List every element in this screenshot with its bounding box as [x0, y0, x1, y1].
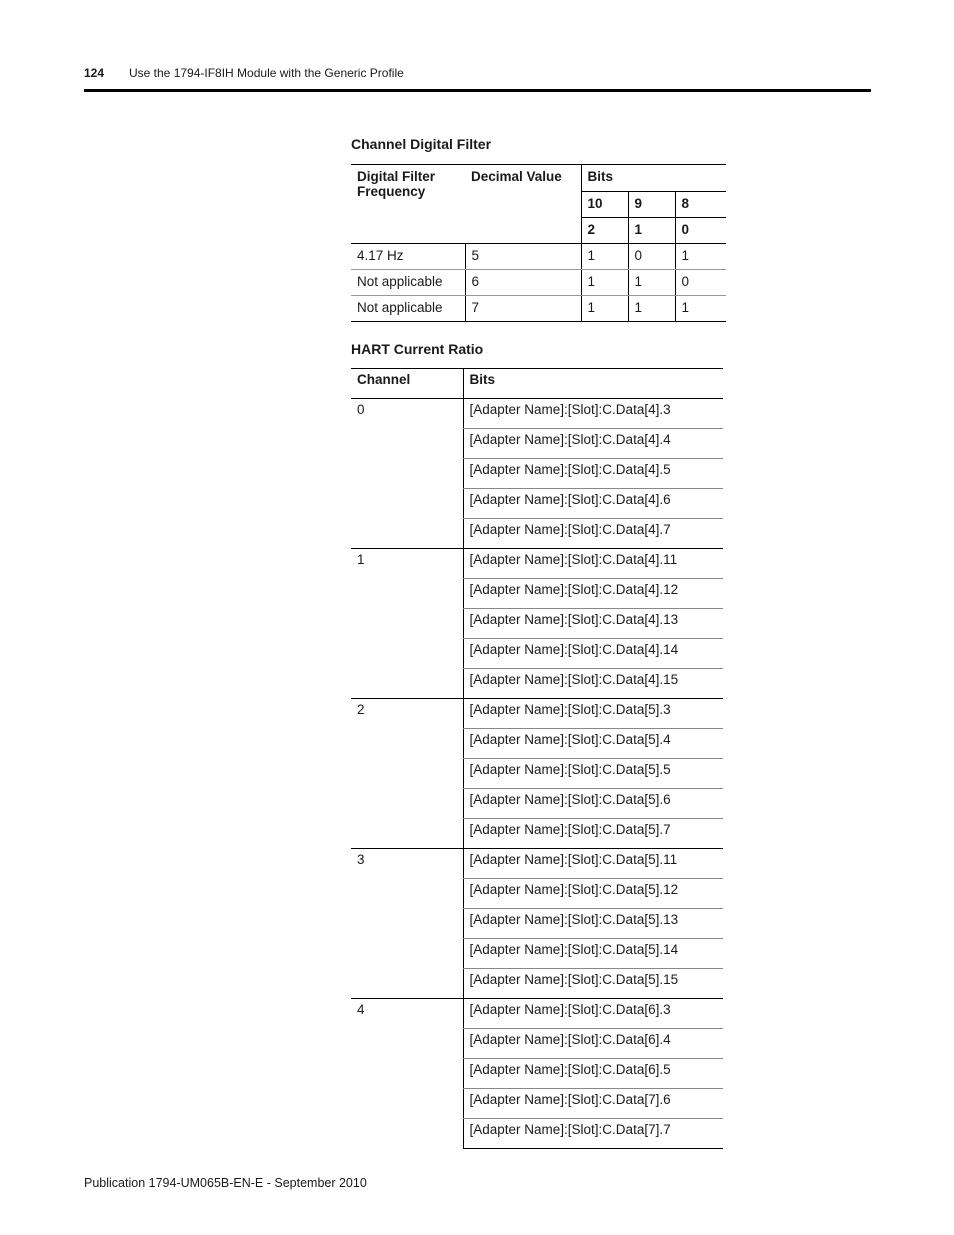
col-header-bits: Bits: [463, 369, 723, 399]
bit-address-cell: [Adapter Name]:[Slot]:C.Data[4].13: [463, 609, 723, 639]
bit-address-cell: [Adapter Name]:[Slot]:C.Data[5].13: [463, 909, 723, 939]
bit-address-cell: [Adapter Name]:[Slot]:C.Data[4].3: [463, 399, 723, 429]
table-row: [351, 296, 726, 322]
bit-address-cell: [Adapter Name]:[Slot]:C.Data[6].4: [463, 1029, 723, 1059]
bit-address-cell: [Adapter Name]:[Slot]:C.Data[5].6: [463, 789, 723, 819]
bit-address-cell: [Adapter Name]:[Slot]:C.Data[6].5: [463, 1059, 723, 1089]
hart-current-ratio-table: [351, 368, 723, 1149]
frequency-cell: Not applicable: [351, 270, 465, 296]
running-header-title: Use the 1794-IF8IH Module with the Generic Profile: [129, 66, 404, 80]
bit-address-cell: [Adapter Name]:[Slot]:C.Data[5].15: [463, 969, 723, 999]
bit-address-cell: [Adapter Name]:[Slot]:C.Data[4].15: [463, 669, 723, 699]
table-row: [351, 244, 726, 270]
bit-label: 9: [628, 192, 675, 218]
bit-cell: 1: [581, 244, 628, 270]
bit-address-cell: [Adapter Name]:[Slot]:C.Data[5].4: [463, 729, 723, 759]
bit-address-cell: [Adapter Name]:[Slot]:C.Data[4].6: [463, 489, 723, 519]
bit-address-cell: [Adapter Name]:[Slot]:C.Data[5].5: [463, 759, 723, 789]
bit-label: 0: [675, 218, 726, 244]
table-row: [351, 999, 723, 1029]
hart-current-ratio-title: HART Current Ratio: [351, 341, 484, 357]
bit-label: 2: [581, 218, 628, 244]
bit-address-cell: [Adapter Name]:[Slot]:C.Data[4].11: [463, 549, 723, 579]
channel-cell: 3: [351, 849, 463, 999]
table-row: [351, 549, 723, 579]
table-row: [351, 270, 726, 296]
col-header-bits: Bits: [581, 165, 726, 192]
bit-cell: 1: [581, 296, 628, 322]
bit-address-cell: [Adapter Name]:[Slot]:C.Data[5].7: [463, 819, 723, 849]
bit-address-cell: [Adapter Name]:[Slot]:C.Data[5].14: [463, 939, 723, 969]
bit-address-cell: [Adapter Name]:[Slot]:C.Data[5].3: [463, 699, 723, 729]
header-rule: [84, 89, 871, 92]
bit-cell: 1: [675, 244, 726, 270]
channel-cell: 0: [351, 399, 463, 549]
bit-address-cell: [Adapter Name]:[Slot]:C.Data[4].4: [463, 429, 723, 459]
col-header-frequency: Digital Filter Frequency: [351, 165, 465, 244]
bit-label: 1: [628, 218, 675, 244]
bit-address-cell: [Adapter Name]:[Slot]:C.Data[4].7: [463, 519, 723, 549]
bit-address-cell: [Adapter Name]:[Slot]:C.Data[4].5: [463, 459, 723, 489]
bit-address-cell: [Adapter Name]:[Slot]:C.Data[5].11: [463, 849, 723, 879]
bit-address-cell: [Adapter Name]:[Slot]:C.Data[7].7: [463, 1119, 723, 1149]
channel-cell: 1: [351, 549, 463, 699]
channel-cell: 4: [357, 1002, 365, 1017]
bit-cell: 0: [628, 244, 675, 270]
bit-label: 10: [581, 192, 628, 218]
channel-digital-filter-table: [351, 164, 726, 322]
decimal-cell: 5: [465, 244, 581, 270]
frequency-cell: 4.17 Hz: [351, 244, 465, 270]
bit-cell: 1: [628, 296, 675, 322]
table-row: [351, 399, 723, 429]
decimal-cell: 6: [465, 270, 581, 296]
table-row: [351, 699, 723, 729]
table-row: [351, 849, 723, 879]
channel-digital-filter-title: Channel Digital Filter: [351, 136, 492, 152]
bit-address-cell: [Adapter Name]:[Slot]:C.Data[4].12: [463, 579, 723, 609]
page-number: 124: [84, 66, 105, 80]
bit-address-cell: [Adapter Name]:[Slot]:C.Data[4].14: [463, 639, 723, 669]
bit-label: 8: [675, 192, 726, 218]
bit-cell: 1: [675, 296, 726, 322]
bit-address-cell: [Adapter Name]:[Slot]:C.Data[7].6: [463, 1089, 723, 1119]
publication-footer: Publication 1794-UM065B-EN-E - September 2010: [84, 1176, 367, 1190]
bit-cell: 1: [628, 270, 675, 296]
col-header-decimal: Decimal Value: [465, 165, 581, 244]
frequency-cell: Not applicable: [351, 296, 465, 322]
col-header-channel: Channel: [351, 369, 463, 399]
bit-address-cell: [Adapter Name]:[Slot]:C.Data[5].12: [463, 879, 723, 909]
bit-address-cell: [Adapter Name]:[Slot]:C.Data[6].3: [463, 999, 723, 1029]
bit-cell: 1: [581, 270, 628, 296]
bit-cell: 0: [675, 270, 726, 296]
channel-cell: 2: [351, 699, 463, 849]
decimal-cell: 7: [465, 296, 581, 322]
